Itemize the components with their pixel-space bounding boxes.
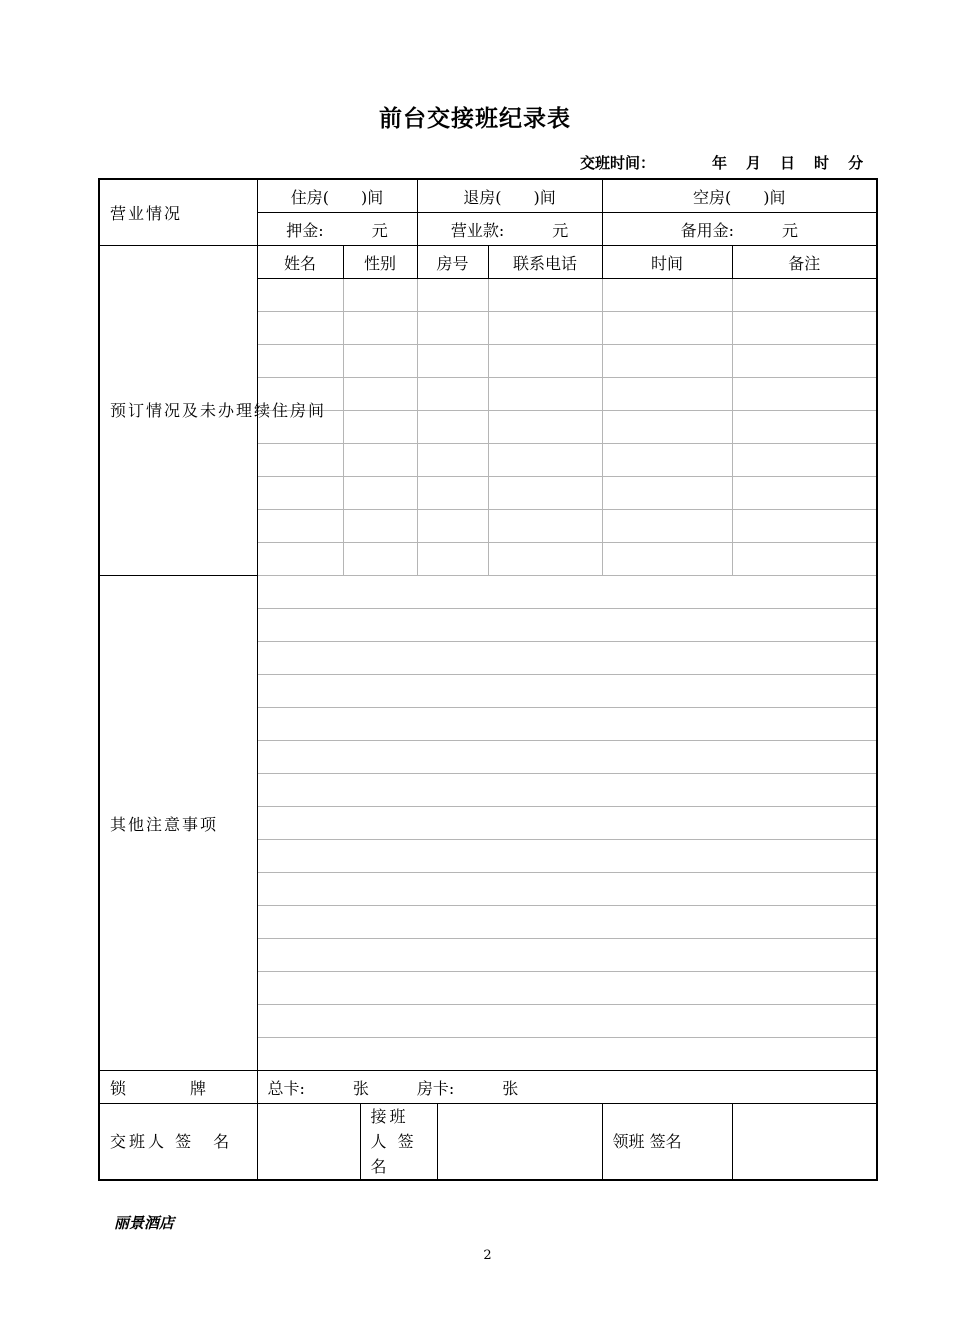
cell[interactable] (257, 477, 343, 510)
business-label: 营业情况 (99, 179, 257, 246)
cell[interactable] (488, 510, 602, 543)
cell[interactable] (488, 378, 602, 411)
cell[interactable] (732, 477, 877, 510)
note-line[interactable] (257, 840, 877, 873)
cell[interactable] (343, 411, 417, 444)
page-number: 2 (483, 1248, 492, 1263)
cell[interactable] (417, 543, 488, 576)
cell[interactable] (343, 312, 417, 345)
cell[interactable] (417, 477, 488, 510)
month-unit: 月 (746, 154, 762, 172)
note-line[interactable] (257, 939, 877, 972)
handover-signature-field[interactable] (257, 1104, 360, 1181)
cell[interactable] (417, 312, 488, 345)
cell[interactable] (732, 543, 877, 576)
cell[interactable] (732, 312, 877, 345)
cell[interactable] (488, 411, 602, 444)
cell[interactable] (602, 510, 732, 543)
revenue-field[interactable]: 营业款: 元 (417, 213, 602, 246)
form-title: 前台交接班纪录表 (379, 106, 571, 132)
shift-time (580, 152, 880, 173)
cell[interactable] (488, 312, 602, 345)
cell[interactable] (732, 378, 877, 411)
cell[interactable] (257, 345, 343, 378)
note-line[interactable] (257, 675, 877, 708)
note-line[interactable] (257, 708, 877, 741)
note-line[interactable] (257, 906, 877, 939)
receiver-signature-label: 接班人 签 名 (360, 1104, 437, 1181)
cell[interactable] (343, 279, 417, 312)
column-header-name: 姓名 (257, 246, 343, 279)
note-line[interactable] (257, 609, 877, 642)
cell[interactable] (732, 279, 877, 312)
cell[interactable] (602, 312, 732, 345)
cell[interactable] (257, 312, 343, 345)
note-line[interactable] (257, 741, 877, 774)
handover-signature-label: 交班人 签 名 (99, 1104, 257, 1181)
minute-unit: 分 (848, 154, 864, 172)
supervisor-signature-label: 领班 签名 (602, 1104, 732, 1181)
cell[interactable] (488, 345, 602, 378)
cell[interactable] (343, 378, 417, 411)
hour-unit: 时 (814, 154, 830, 172)
column-header-remarks: 备注 (732, 246, 877, 279)
cell[interactable] (417, 345, 488, 378)
day-unit: 日 (780, 154, 796, 172)
cell[interactable] (417, 378, 488, 411)
cell[interactable] (602, 279, 732, 312)
column-header-time: 时间 (602, 246, 732, 279)
cell[interactable] (343, 510, 417, 543)
note-line[interactable] (257, 1005, 877, 1038)
note-line[interactable] (257, 642, 877, 675)
cell[interactable] (257, 543, 343, 576)
occupied-rooms-field[interactable]: 住房( )间 (257, 179, 417, 213)
note-line[interactable] (257, 576, 877, 609)
cell[interactable] (257, 279, 343, 312)
key-cards-label: 锁 牌 (99, 1071, 257, 1104)
cell[interactable] (732, 411, 877, 444)
notes-label: 其他注意事项 (99, 576, 257, 1071)
column-header-gender: 性别 (343, 246, 417, 279)
cell[interactable] (488, 543, 602, 576)
key-cards-field[interactable]: 总卡: 张 房卡: 张 (257, 1071, 877, 1104)
cell[interactable] (343, 543, 417, 576)
deposit-field[interactable]: 押金: 元 (257, 213, 417, 246)
reservations-label: 预订情况及未办理续住房间 (99, 246, 257, 576)
column-header-room-number: 房号 (417, 246, 488, 279)
note-line[interactable] (257, 1038, 877, 1071)
shift-time-label: 交班时间： (580, 154, 656, 172)
cell[interactable] (343, 477, 417, 510)
cell[interactable] (602, 444, 732, 477)
note-line[interactable] (257, 972, 877, 1005)
cell[interactable] (602, 411, 732, 444)
hotel-name: 丽景酒店 (114, 1214, 175, 1232)
cell[interactable] (343, 444, 417, 477)
cell[interactable] (732, 510, 877, 543)
cell[interactable] (602, 378, 732, 411)
cell[interactable] (257, 510, 343, 543)
reserve-fund-field[interactable]: 备用金: 元 (602, 213, 877, 246)
cell[interactable] (602, 543, 732, 576)
note-line[interactable] (257, 774, 877, 807)
cell[interactable] (417, 444, 488, 477)
cell[interactable] (732, 345, 877, 378)
cell[interactable] (602, 345, 732, 378)
note-line[interactable] (257, 807, 877, 840)
cell[interactable] (257, 444, 343, 477)
cell[interactable] (602, 477, 732, 510)
vacant-rooms-field[interactable]: 空房( )间 (602, 179, 877, 213)
checkout-rooms-field[interactable]: 退房( )间 (417, 179, 602, 213)
cell[interactable] (488, 279, 602, 312)
cell[interactable] (732, 444, 877, 477)
cell[interactable] (343, 345, 417, 378)
handover-form-table (98, 178, 878, 1181)
cell[interactable] (488, 477, 602, 510)
cell[interactable] (488, 444, 602, 477)
cell[interactable] (417, 510, 488, 543)
receiver-signature-field[interactable] (437, 1104, 602, 1181)
column-header-phone: 联系电话 (488, 246, 602, 279)
supervisor-signature-field[interactable] (732, 1104, 877, 1181)
cell[interactable] (417, 411, 488, 444)
note-line[interactable] (257, 873, 877, 906)
cell[interactable] (417, 279, 488, 312)
year-unit: 年 (712, 154, 728, 172)
